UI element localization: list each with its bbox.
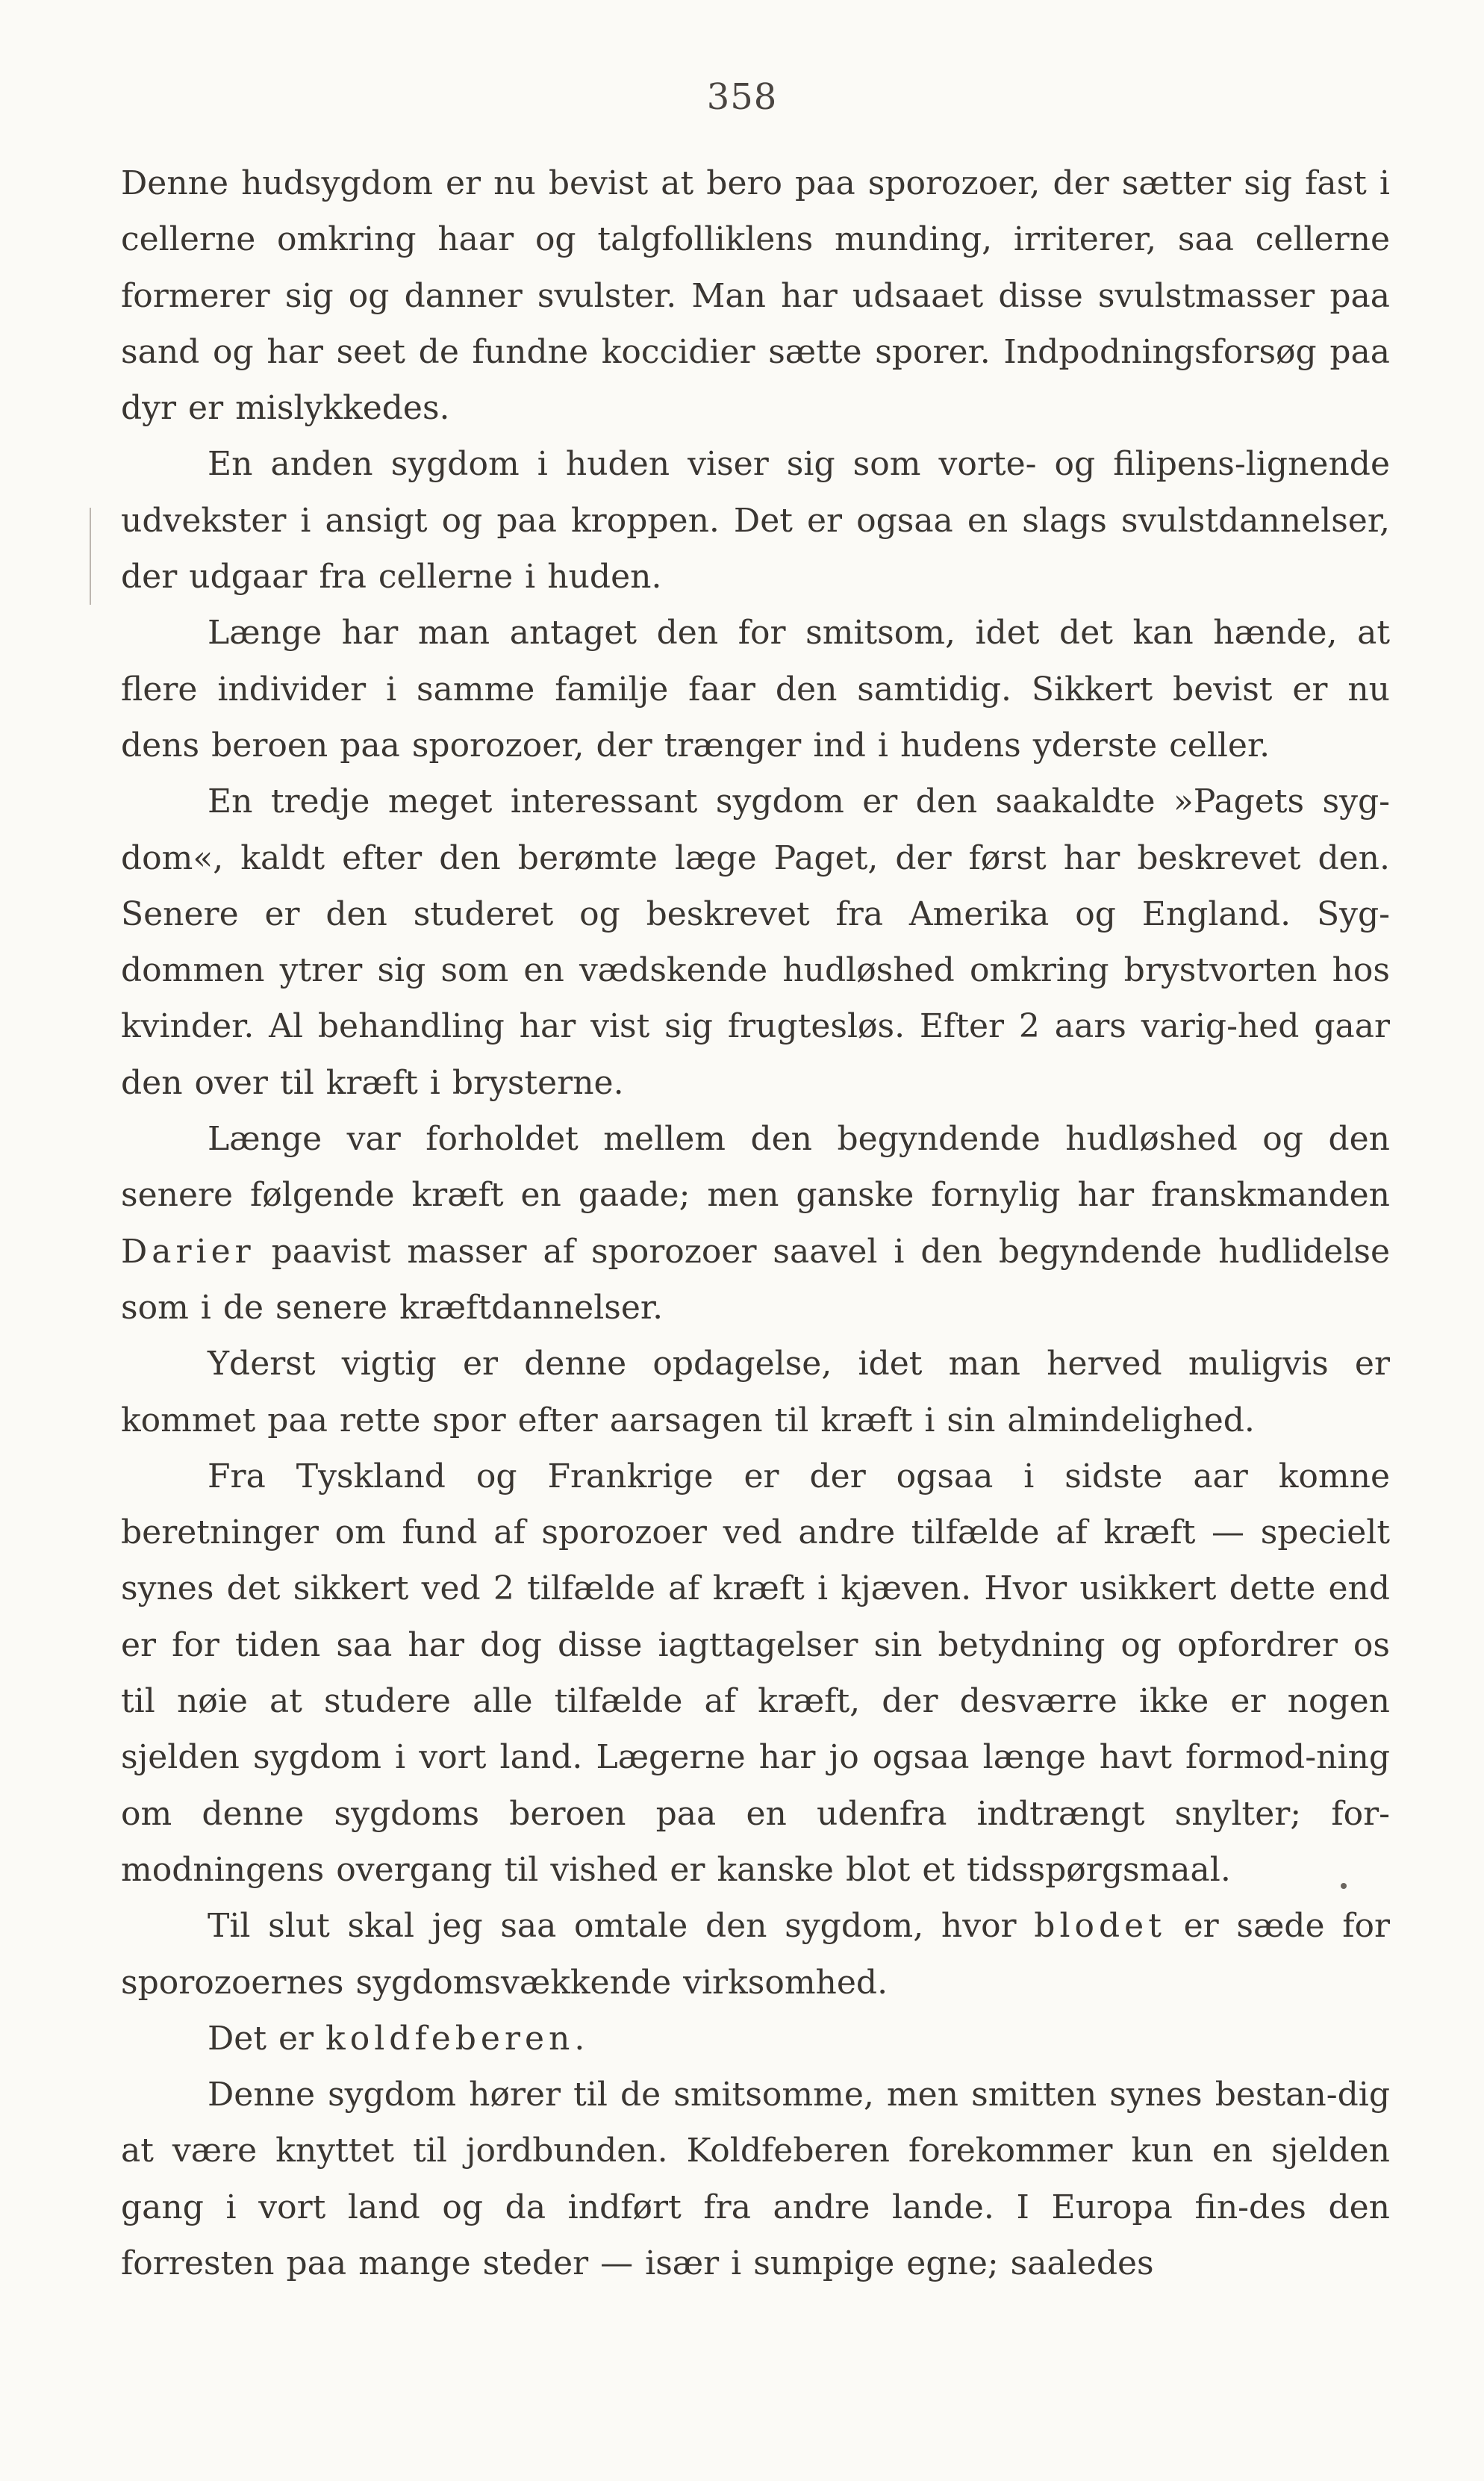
paragraph-8-text-after: er sæde for sporozoernes sygdomsvækkende virksomhed. bbox=[121, 1907, 1390, 2002]
paragraph-8 bbox=[121, 1898, 1390, 2011]
emphasis-koldfeberen: koldfeberen bbox=[325, 2019, 575, 2058]
paragraph-6: Yderst vigtig er denne opdagelse, idet man herved muligvis er kommet paa rette spor efter aarsagen til kræft i sin almindelighed. bbox=[121, 1345, 1390, 1439]
emphasis-blodet: blodet bbox=[1034, 1907, 1166, 1946]
paragraph-5 bbox=[121, 1111, 1390, 1336]
paragraph-2: En anden sygdom i huden viser sig som vorte- og filipens-lignende udvekster i ansigt og paa kroppen. Det er ogsaa en slags svulstdannelser, der udgaar fra cellerne i huden. bbox=[121, 445, 1390, 597]
paragraph-10: Denne sygdom hører til de smitsomme, men smitten synes bestan-dig at være knyttet til jordbunden. Koldfeberen forekommer kun en sjelden gang i vort land og da indført fra andre lande. I Europa fin-des den forresten paa mange steder — især i sumpige egne; saaledes bbox=[121, 2076, 1390, 2282]
paragraph-5-text-before: Længe var forholdet mellem den begyndende hudløshed og den senere følgende kræft en gaade; men ganske fornylig har franskmanden bbox=[121, 1120, 1390, 1215]
paragraph-7: Fra Tyskland og Frankrige er der ogsaa i sidste aar komne beretninger om fund af sporozoer ved andre tilfælde af kræft — specielt synes det sikkert ved 2 tilfælde af kræft i kjæven. Hvor usikkert dette end er for tiden saa har dog disse iagttagelser sin betydning og opfordrer os til nøie at studere alle tilfælde af kræft, der desværre ikke er nogen sjelden sygdom i vort land. Lægerne har jo ogsaa længe havt formod-ning om denne sygdoms beroen paa en udenfra indtrængt snylter; for-modningens overgang til vished er kanske blot et tidsspørgsmaal. bbox=[121, 1457, 1390, 1889]
paragraph-9-text-after: . bbox=[574, 2019, 585, 2058]
paragraph-8-text-before: Til slut skal jeg saa omtale den sygdom, hvor bbox=[208, 1907, 1035, 1946]
paragraph-3: Længe har man antaget den for smitsom, idet det kan hænde, at flere individer i samme familje faar den samtidig. Sikkert bevist er nu dens beroen paa sporozoer, der trænger ind i hudens yderste celler. bbox=[121, 614, 1390, 765]
emphasis-darier: Darier bbox=[121, 1232, 255, 1271]
paragraph-4: En tredje meget interessant sygdom er den saakaldte »Pagets syg-dom«, kaldt efter den berømte læge Paget, der først har beskrevet den. Senere er den studeret og beskrevet fra Amerika og England. Syg-dommen ytrer sig som en vædskende hudløshed omkring brystvorten hos kvinder. Al behandling har vist sig frugtesløs. Efter 2 aars varig-hed gaar den over til kræft i brysterne. bbox=[121, 782, 1390, 1102]
page-number: 358 bbox=[706, 76, 778, 118]
body-text bbox=[121, 155, 1390, 2291]
margin-mark bbox=[90, 508, 91, 605]
paragraph-9-text-before: Det er bbox=[208, 2019, 326, 2058]
paragraph-9 bbox=[121, 2011, 1390, 2067]
paragraph-5-text-after: paavist masser af sporozoer saavel i den begyndende hudlidelse som i de senere kræftdannelser. bbox=[121, 1232, 1390, 1327]
paragraph-1: Denne hudsygdom er nu bevist at bero paa sporozoer, der sætter sig fast i cellerne omkring haar og talgfolliklens munding, irriterer, saa cellerne formerer sig og danner svulster. Man har udsaaet disse svulstmasser paa sand og har seet de fundne koccidier sætte sporer. Indpodningsforsøg paa dyr er mislykkedes. bbox=[121, 164, 1390, 428]
